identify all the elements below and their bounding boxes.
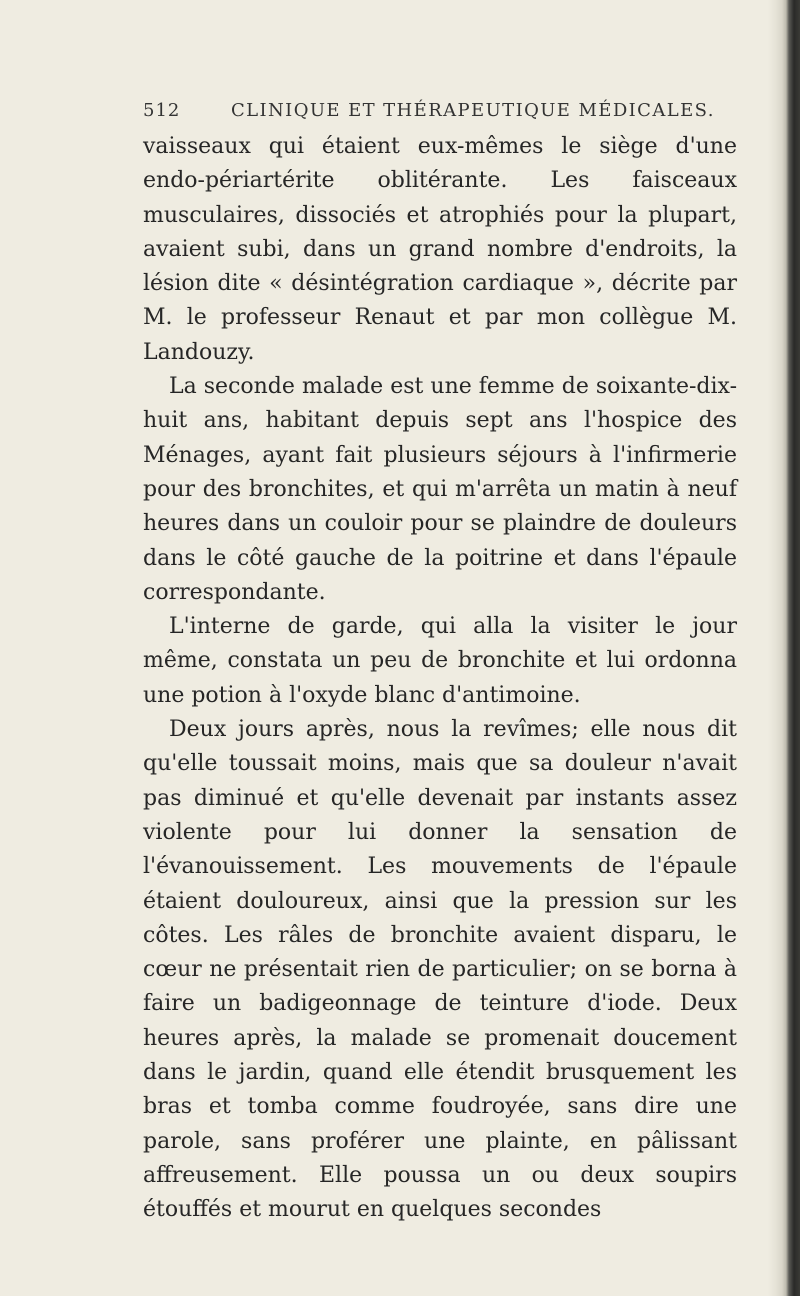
page-number: 512 [143, 100, 181, 121]
paragraph-second-patient: La seconde malade est une femme de soixante-dix-huit ans, habitant depuis sept ans l'hospice des Ménages, ayant fait plusieurs séjours à l'infirmerie pour des bronchites, et qui m'arrêta un matin à neuf heures dans un couloir pour se plaindre de douleurs dans le côté gauche de la poitrine et dans l'épaule correspondante. [143, 374, 737, 605]
paragraph-continuation: vaisseaux qui étaient eux-mêmes le siège d'une endo-périartérite oblitérante. Les faisceaux musculaires, dissociés et atrophiés pour la plupart, avaient subi, dans un grand nombre d'endroits, la lésion dite « désintégration cardiaque », décrite par M. le professeur Renaut et par mon collègue M. Landouzy. [143, 134, 737, 365]
page-binding-edge [768, 0, 800, 1296]
paragraph-intern: L'interne de garde, qui alla la visiter le jour même, constata un peu de bronchite et lui ordonna une potion à l'oxyde blanc d'antimoine. [143, 614, 737, 708]
paragraph-two-days-later: Deux jours après, nous la revîmes; elle nous dit qu'elle toussait moins, mais que sa douleur n'avait pas diminué et qu'elle devenait par instants assez violente pour lui donner la sensation de l'évanouissement. Les mouvements de l'épaule étaient douloureux, ainsi que la pression sur les côtes. Les râles de bronchite avaient disparu, le cœur ne présentait rien de particulier; on se borna à faire un badigeonnage de teinture d'iode. Deux heures après, la malade se promenait doucement dans le jardin, quand elle étendit brusquement les bras et tomba comme foudroyée, sans dire une parole, sans proférer une plainte, en pâlissant affreusement. Elle poussa un ou deux soupirs étouffés et mourut en quelques secondes [143, 717, 737, 1223]
running-header [143, 96, 743, 130]
running-title: CLINIQUE ET THÉRAPEUTIQUE MÉDICALES. [231, 100, 715, 121]
body-text [143, 130, 737, 1228]
